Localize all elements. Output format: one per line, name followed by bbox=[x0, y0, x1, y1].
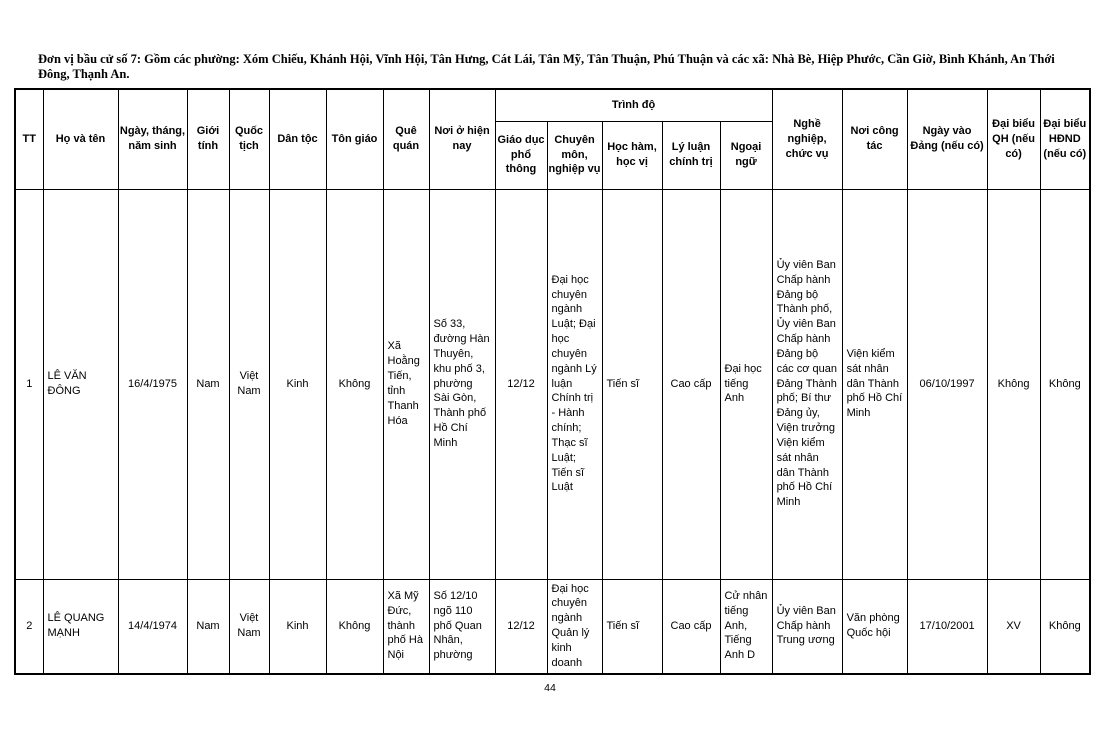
col-header-dob: Ngày, tháng, năm sinh bbox=[118, 89, 187, 189]
cell-language: Đại học tiếng Anh bbox=[720, 189, 772, 579]
col-header-workplace: Nơi công tác bbox=[842, 89, 907, 189]
cell-workplace: Viện kiểm sát nhân dân Thành phố Hồ Chí Minh bbox=[842, 189, 907, 579]
cell-academic: Tiến sĩ bbox=[602, 579, 662, 674]
cell-residence: Số 33, đường Hàn Thuyên, khu phố 3, phường Sài Gòn, Thành phố Hồ Chí Minh bbox=[429, 189, 495, 579]
cell-edu-professional: Đại học chuyên ngành Luật; Đại học chuyên ngành Lý luận Chính trị - Hành chính; Thạc sĩ Luật; Tiến sĩ Luật bbox=[547, 189, 602, 579]
col-header-hometown: Quê quán bbox=[383, 89, 429, 189]
col-header-gender: Giới tính bbox=[187, 89, 229, 189]
page-number: 44 bbox=[544, 682, 556, 694]
cell-edu-professional: Đại học chuyên ngành Quản lý kinh doanh bbox=[547, 579, 602, 674]
col-header-qualification-group: Trình độ bbox=[495, 89, 772, 121]
table-row bbox=[15, 189, 1090, 579]
cell-political: Cao cấp bbox=[662, 189, 720, 579]
col-header-name: Họ và tên bbox=[43, 89, 118, 189]
cell-na-deputy: XV bbox=[987, 579, 1040, 674]
col-header-party-date: Ngày vào Đảng (nếu có) bbox=[907, 89, 987, 189]
cell-tt: 1 bbox=[15, 189, 43, 579]
cell-name: LÊ QUANG MẠNH bbox=[43, 579, 118, 674]
cell-council-deputy: Không bbox=[1040, 189, 1090, 579]
cell-dob: 16/4/1975 bbox=[118, 189, 187, 579]
cell-occupation: Ủy viên Ban Chấp hành Trung ương bbox=[772, 579, 842, 674]
cell-name: LÊ VĂN ĐÔNG bbox=[43, 189, 118, 579]
cell-academic: Tiến sĩ bbox=[602, 189, 662, 579]
table-row bbox=[15, 579, 1090, 674]
col-header-academic: Học hàm, học vị bbox=[602, 121, 662, 189]
col-header-political: Lý luận chính trị bbox=[662, 121, 720, 189]
cell-party-date: 17/10/2001 bbox=[907, 579, 987, 674]
cell-hometown: Xã Mỹ Đức, thành phố Hà Nội bbox=[383, 579, 429, 674]
col-header-edu-general: Giáo dục phổ thông bbox=[495, 121, 547, 189]
cell-tt: 2 bbox=[15, 579, 43, 674]
col-header-council-deputy: Đại biểu HĐND (nếu có) bbox=[1040, 89, 1090, 189]
col-header-language: Ngoại ngữ bbox=[720, 121, 772, 189]
cell-ethnicity: Kinh bbox=[269, 189, 326, 579]
cell-dob: 14/4/1974 bbox=[118, 579, 187, 674]
col-header-ethnicity: Dân tộc bbox=[269, 89, 326, 189]
cell-party-date: 06/10/1997 bbox=[907, 189, 987, 579]
cell-political: Cao cấp bbox=[662, 579, 720, 674]
cell-nationality: Việt Nam bbox=[229, 579, 269, 674]
cell-gender: Nam bbox=[187, 579, 229, 674]
cell-religion: Không bbox=[326, 579, 383, 674]
cell-gender: Nam bbox=[187, 189, 229, 579]
cell-nationality: Việt Nam bbox=[229, 189, 269, 579]
cell-religion: Không bbox=[326, 189, 383, 579]
cell-council-deputy: Không bbox=[1040, 579, 1090, 674]
cell-edu-general: 12/12 bbox=[495, 579, 547, 674]
election-unit-intro: Đơn vị bầu cử số 7: Gồm các phường: Xóm Chiếu, Khánh Hội, Vĩnh Hội, Tân Hưng, Cát Lái, Tân Mỹ, Tân Thuận, Phú Thuận và các xã: Nhà Bè, Hiệp Phước, Cần Giờ, Bình Khánh, An Thới Đông, Thạnh An. bbox=[38, 52, 1055, 81]
cell-language: Cử nhân tiếng Anh, Tiếng Anh D bbox=[720, 579, 772, 674]
col-header-nationality: Quốc tịch bbox=[229, 89, 269, 189]
col-header-tt: TT bbox=[15, 89, 43, 189]
col-header-religion: Tôn giáo bbox=[326, 89, 383, 189]
cell-workplace: Văn phòng Quốc hội bbox=[842, 579, 907, 674]
cell-edu-general: 12/12 bbox=[495, 189, 547, 579]
col-header-na-deputy: Đại biểu QH (nếu có) bbox=[987, 89, 1040, 189]
col-header-residence: Nơi ở hiện nay bbox=[429, 89, 495, 189]
cell-hometown: Xã Hoằng Tiến, tỉnh Thanh Hóa bbox=[383, 189, 429, 579]
cell-residence: Số 12/10 ngõ 110 phố Quan Nhân, phường bbox=[429, 579, 495, 674]
candidates-table bbox=[14, 88, 1091, 675]
candidates-table-container bbox=[14, 88, 1091, 675]
col-header-occupation: Nghề nghiệp, chức vụ bbox=[772, 89, 842, 189]
cell-occupation: Ủy viên Ban Chấp hành Đảng bộ Thành phố, Ủy viên Ban Chấp hành Đảng bộ các cơ quan Đảng Thành phố; Bí thư Đảng ủy, Viện trưởng Viện kiểm sát nhân dân Thành phố Hồ Chí Minh bbox=[772, 189, 842, 579]
cell-na-deputy: Không bbox=[987, 189, 1040, 579]
col-header-edu-professional: Chuyên môn, nghiệp vụ bbox=[547, 121, 602, 189]
cell-ethnicity: Kinh bbox=[269, 579, 326, 674]
